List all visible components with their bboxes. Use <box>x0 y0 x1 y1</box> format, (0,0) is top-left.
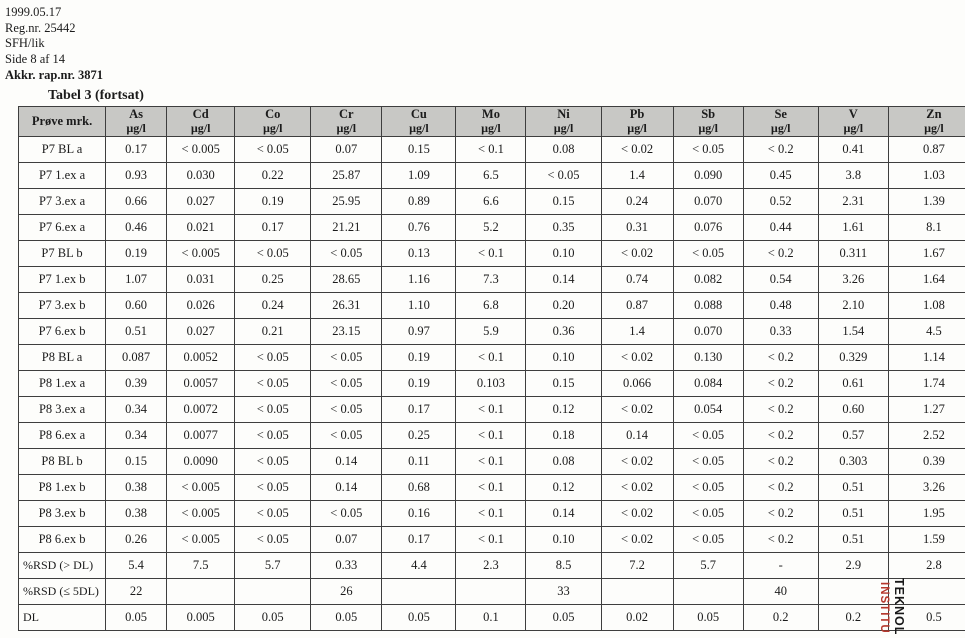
page-header-block <box>5 5 103 83</box>
table-row <box>19 475 965 501</box>
table-cell: 0.41 <box>818 137 888 163</box>
table-cell: 0.87 <box>601 293 673 319</box>
table-cell: 0.52 <box>743 189 818 215</box>
table-row <box>19 397 965 423</box>
table-cell: < 0.05 <box>235 137 311 163</box>
table-cell: < 0.05 <box>235 449 311 475</box>
table-cell: 0.61 <box>818 371 888 397</box>
table-cell: < 0.005 <box>167 501 235 527</box>
table-cell: 1.74 <box>888 371 965 397</box>
table-cell: 7.2 <box>601 553 673 579</box>
row-label: %RSD (> DL) <box>19 553 106 579</box>
table-cell: 0.14 <box>311 449 382 475</box>
table-row <box>19 137 965 163</box>
table-cell: 1.95 <box>888 501 965 527</box>
table-cell: 26 <box>311 579 382 605</box>
table-cell: < 0.1 <box>456 527 526 553</box>
table-cell: 0.070 <box>673 189 743 215</box>
table-cell: 1.08 <box>888 293 965 319</box>
column-header-As: As µg/l <box>106 107 167 137</box>
table-cell: 28.65 <box>311 267 382 293</box>
table-cell: 1.14 <box>888 345 965 371</box>
table-cell: < 0.05 <box>673 241 743 267</box>
table-cell: < 0.05 <box>235 475 311 501</box>
table-cell: 0.39 <box>106 371 167 397</box>
table-cell: 0.57 <box>818 423 888 449</box>
table-cell: 0.05 <box>106 605 167 631</box>
table-cell: < 0.1 <box>456 423 526 449</box>
table-cell: 25.95 <box>311 189 382 215</box>
table-cell: 0.082 <box>673 267 743 293</box>
header-ref: SFH/lik <box>5 36 45 51</box>
row-label: P8 1.ex a <box>19 371 106 397</box>
row-label: P7 1.ex b <box>19 267 106 293</box>
row-label: P7 3.ex b <box>19 293 106 319</box>
table-cell: 5.7 <box>235 553 311 579</box>
table-cell: < 0.05 <box>311 501 382 527</box>
column-header-Cu: Cu µg/l <box>382 107 456 137</box>
table-cell: < 0.2 <box>743 527 818 553</box>
column-header-Pb: Pb µg/l <box>601 107 673 137</box>
column-header-Ni: Ni µg/l <box>526 107 601 137</box>
table-cell: 1.54 <box>818 319 888 345</box>
table-cell: 1.4 <box>601 163 673 189</box>
table-cell: 0.18 <box>526 423 601 449</box>
table-cell: 0.08 <box>526 449 601 475</box>
table-cell: 0.51 <box>818 475 888 501</box>
row-label: P7 3.ex a <box>19 189 106 215</box>
table-cell: 1.10 <box>382 293 456 319</box>
table-cell: 0.22 <box>235 163 311 189</box>
table-cell: < 0.02 <box>601 527 673 553</box>
table-cell: 0.02 <box>601 605 673 631</box>
table-cell: < 0.02 <box>601 137 673 163</box>
table-cell: 0.070 <box>673 319 743 345</box>
table-cell: 1.39 <box>888 189 965 215</box>
table-title: Tabel 3 (fortsat) <box>48 88 144 103</box>
table-cell: < 0.05 <box>235 397 311 423</box>
table-cell: 22 <box>106 579 167 605</box>
table-cell <box>382 579 456 605</box>
table-cell: 5.9 <box>456 319 526 345</box>
table-cell: 0.34 <box>106 423 167 449</box>
table-cell: < 0.2 <box>743 345 818 371</box>
table-cell: 0.97 <box>382 319 456 345</box>
table-cell: 0.51 <box>818 501 888 527</box>
table-cell: 0.66 <box>106 189 167 215</box>
table-cell: 6.6 <box>456 189 526 215</box>
table-cell: 2.8 <box>888 553 965 579</box>
table-cell: 0.07 <box>311 527 382 553</box>
table-cell: 0.14 <box>601 423 673 449</box>
header-date: 1999.05.17 <box>5 5 62 19</box>
table-row <box>19 371 965 397</box>
table-cell: 0.33 <box>311 553 382 579</box>
table-cell: 0.16 <box>382 501 456 527</box>
table-cell: 0.027 <box>167 189 235 215</box>
table-cell: < 0.05 <box>235 501 311 527</box>
table-cell: - <box>743 553 818 579</box>
table-cell: 0.17 <box>235 215 311 241</box>
table-cell: 4.4 <box>382 553 456 579</box>
header-page-number: Side 8 af 14 <box>5 51 66 66</box>
table-cell: < 0.2 <box>743 137 818 163</box>
column-header-Zn: Zn µg/l <box>888 107 965 137</box>
table-cell: < 0.2 <box>743 423 818 449</box>
table-cell: 0.36 <box>526 319 601 345</box>
table-cell: < 0.05 <box>673 501 743 527</box>
table-cell: 0.084 <box>673 371 743 397</box>
table-row <box>19 293 965 319</box>
table-cell: 0.329 <box>818 345 888 371</box>
table-cell: 0.05 <box>235 605 311 631</box>
table-cell: 0.066 <box>601 371 673 397</box>
table-cell: 25.87 <box>311 163 382 189</box>
table-cell: 1.59 <box>888 527 965 553</box>
table-cell: < 0.05 <box>311 423 382 449</box>
row-label: P8 BL a <box>19 345 106 371</box>
row-label: P8 3.ex a <box>19 397 106 423</box>
table-cell: 8.1 <box>888 215 965 241</box>
table-cell: 0.005 <box>167 605 235 631</box>
table-cell: 0.14 <box>526 501 601 527</box>
table-cell: 0.0077 <box>167 423 235 449</box>
table-cell: 1.07 <box>106 267 167 293</box>
table-cell: 0.07 <box>311 137 382 163</box>
table-cell: < 0.05 <box>526 163 601 189</box>
table-cell: 0.60 <box>818 397 888 423</box>
table-cell: 0.087 <box>106 345 167 371</box>
table-cell: 0.87 <box>888 137 965 163</box>
table-cell: 8.5 <box>526 553 601 579</box>
row-label: P8 3.ex b <box>19 501 106 527</box>
table-cell: < 0.2 <box>743 397 818 423</box>
table-cell: < 0.05 <box>235 241 311 267</box>
column-header-Cd: Cd µg/l <box>167 107 235 137</box>
table-cell: 0.0072 <box>167 397 235 423</box>
table-cell: 0.10 <box>526 241 601 267</box>
table-cell: 0.38 <box>106 475 167 501</box>
table-cell: 0.31 <box>601 215 673 241</box>
table-cell: 2.10 <box>818 293 888 319</box>
table-cell: 3.26 <box>818 267 888 293</box>
table-cell: 0.027 <box>167 319 235 345</box>
table-cell: 40 <box>743 579 818 605</box>
table-cell: < 0.05 <box>673 137 743 163</box>
table-cell: 0.51 <box>106 319 167 345</box>
table-cell: 0.0090 <box>167 449 235 475</box>
table-cell: 0.12 <box>526 397 601 423</box>
table-row <box>19 241 965 267</box>
table-cell: < 0.1 <box>456 397 526 423</box>
table-cell: 0.2 <box>743 605 818 631</box>
table-cell: < 0.02 <box>601 241 673 267</box>
table-cell: 0.21 <box>235 319 311 345</box>
table-cell: < 0.2 <box>743 475 818 501</box>
table-cell: < 0.02 <box>601 345 673 371</box>
table-cell: 0.090 <box>673 163 743 189</box>
table-row <box>19 267 965 293</box>
table-cell: < 0.1 <box>456 475 526 501</box>
table-cell: < 0.05 <box>673 527 743 553</box>
table-cell: 0.76 <box>382 215 456 241</box>
table-cell <box>235 579 311 605</box>
row-label: P7 1.ex a <box>19 163 106 189</box>
table-cell: 1.61 <box>818 215 888 241</box>
table-cell: 0.19 <box>382 371 456 397</box>
table-row <box>19 501 965 527</box>
table-cell: < 0.2 <box>743 449 818 475</box>
table-cell: < 0.05 <box>673 423 743 449</box>
table-cell: 0.19 <box>382 345 456 371</box>
row-label: P7 BL a <box>19 137 106 163</box>
table-cell: 0.46 <box>106 215 167 241</box>
table-cell: < 0.02 <box>601 449 673 475</box>
table-cell: < 0.05 <box>235 345 311 371</box>
table-cell: < 0.05 <box>311 345 382 371</box>
table-cell: 0.14 <box>526 267 601 293</box>
table-cell: < 0.02 <box>601 397 673 423</box>
table-cell: 0.48 <box>743 293 818 319</box>
table-cell <box>601 579 673 605</box>
table-row <box>19 319 965 345</box>
table-cell: 1.16 <box>382 267 456 293</box>
table-cell: 0.05 <box>673 605 743 631</box>
table-cell: 0.68 <box>382 475 456 501</box>
table-cell: 5.4 <box>106 553 167 579</box>
table-cell: 0.44 <box>743 215 818 241</box>
table-cell: 23.15 <box>311 319 382 345</box>
column-header-Mo: Mo µg/l <box>456 107 526 137</box>
column-header-Sb: Sb µg/l <box>673 107 743 137</box>
row-label: P7 6.ex a <box>19 215 106 241</box>
table-cell: < 0.1 <box>456 241 526 267</box>
row-label: P7 BL b <box>19 241 106 267</box>
table-row <box>19 423 965 449</box>
table-cell <box>167 579 235 605</box>
table-cell: 0.10 <box>526 345 601 371</box>
table-wrapper <box>18 106 965 638</box>
table-cell: 0.14 <box>311 475 382 501</box>
table-cell: 0.51 <box>818 527 888 553</box>
table-cell: 0.13 <box>382 241 456 267</box>
table-cell: 0.17 <box>382 527 456 553</box>
table-cell: 0.15 <box>526 189 601 215</box>
table-cell: < 0.05 <box>673 449 743 475</box>
table-cell: 1.64 <box>888 267 965 293</box>
table-cell: 0.103 <box>456 371 526 397</box>
table-cell: < 0.1 <box>456 501 526 527</box>
table-header-row <box>19 107 965 137</box>
table-cell: 4.5 <box>888 319 965 345</box>
table-cell: 0.60 <box>106 293 167 319</box>
table-cell: 0.303 <box>818 449 888 475</box>
table-cell: 0.0052 <box>167 345 235 371</box>
table-cell: < 0.05 <box>311 397 382 423</box>
table-cell: 0.15 <box>106 449 167 475</box>
table-cell: 0.088 <box>673 293 743 319</box>
table-cell: 0.15 <box>382 137 456 163</box>
table-cell: 0.05 <box>311 605 382 631</box>
table-row <box>19 605 965 631</box>
table-cell: 0.34 <box>106 397 167 423</box>
table-cell: 6.8 <box>456 293 526 319</box>
table-cell: 0.19 <box>106 241 167 267</box>
table-cell: 0.93 <box>106 163 167 189</box>
table-cell: 0.20 <box>526 293 601 319</box>
table-cell: 0.1 <box>456 605 526 631</box>
table-cell: 1.67 <box>888 241 965 267</box>
table-cell: 0.0057 <box>167 371 235 397</box>
table-cell: 0.08 <box>526 137 601 163</box>
stamp-institut-text: INSTITU <box>878 582 890 634</box>
table-cell: 0.25 <box>235 267 311 293</box>
table-cell: 0.45 <box>743 163 818 189</box>
table-cell: < 0.05 <box>673 475 743 501</box>
table-cell: 7.3 <box>456 267 526 293</box>
table-cell: 2.9 <box>818 553 888 579</box>
table-cell: 0.19 <box>235 189 311 215</box>
stamp-teknologisk-text: TEKNOL <box>892 578 906 636</box>
table-cell: 21.21 <box>311 215 382 241</box>
table-cell: 0.2 <box>818 605 888 631</box>
table-cell: 0.89 <box>382 189 456 215</box>
row-label: P7 6.ex b <box>19 319 106 345</box>
table-cell: < 0.05 <box>235 371 311 397</box>
table-cell: 1.4 <box>601 319 673 345</box>
table-row <box>19 449 965 475</box>
table-cell: < 0.02 <box>601 475 673 501</box>
table-cell: < 0.05 <box>235 527 311 553</box>
table-cell: < 0.005 <box>167 527 235 553</box>
table-cell: < 0.05 <box>235 423 311 449</box>
table-cell: 0.74 <box>601 267 673 293</box>
table-cell: 0.54 <box>743 267 818 293</box>
header-reg-nr: Reg.nr. 25442 <box>5 20 76 35</box>
table-cell: 0.15 <box>526 371 601 397</box>
table-cell: 0.030 <box>167 163 235 189</box>
table-cell <box>673 579 743 605</box>
row-label: P8 1.ex b <box>19 475 106 501</box>
table-cell: 26.31 <box>311 293 382 319</box>
table-cell: 3.8 <box>818 163 888 189</box>
table-row <box>19 527 965 553</box>
table-cell: 0.11 <box>382 449 456 475</box>
table-cell: 0.5 <box>888 605 965 631</box>
table-cell: 0.24 <box>601 189 673 215</box>
table-cell: 0.311 <box>818 241 888 267</box>
table-cell: 2.52 <box>888 423 965 449</box>
results-table <box>18 106 965 631</box>
table-cell: < 0.005 <box>167 241 235 267</box>
table-cell: 0.10 <box>526 527 601 553</box>
table-cell: < 0.005 <box>167 475 235 501</box>
row-label: P8 6.ex a <box>19 423 106 449</box>
table-row <box>19 215 965 241</box>
row-label: %RSD (≤ 5DL) <box>19 579 106 605</box>
table-cell: 0.031 <box>167 267 235 293</box>
table-cell: < 0.005 <box>167 137 235 163</box>
column-header-Se: Se µg/l <box>743 107 818 137</box>
table-cell: 0.33 <box>743 319 818 345</box>
table-cell: 0.026 <box>167 293 235 319</box>
table-cell: 33 <box>526 579 601 605</box>
row-label: DL <box>19 605 106 631</box>
table-cell: 0.076 <box>673 215 743 241</box>
table-cell: 0.05 <box>382 605 456 631</box>
table-cell: 5.2 <box>456 215 526 241</box>
table-cell: < 0.05 <box>311 371 382 397</box>
table-cell: 0.130 <box>673 345 743 371</box>
table-cell: < 0.2 <box>743 241 818 267</box>
table-cell: < 0.1 <box>456 345 526 371</box>
table-cell: 0.35 <box>526 215 601 241</box>
table-row <box>19 163 965 189</box>
table-cell: < 0.2 <box>743 371 818 397</box>
table-cell: 2.3 <box>456 553 526 579</box>
table-cell: 7.5 <box>167 553 235 579</box>
table-cell: 1.03 <box>888 163 965 189</box>
table-row <box>19 553 965 579</box>
table-cell: 0.24 <box>235 293 311 319</box>
table-cell <box>456 579 526 605</box>
table-cell: < 0.2 <box>743 501 818 527</box>
table-cell: 0.17 <box>382 397 456 423</box>
table-cell: 0.26 <box>106 527 167 553</box>
column-header-V: V µg/l <box>818 107 888 137</box>
column-header-prove-mrk: Prøve mrk. <box>19 107 106 137</box>
table-row <box>19 189 965 215</box>
table-cell: 0.054 <box>673 397 743 423</box>
table-cell: < 0.1 <box>456 449 526 475</box>
table-cell: 3.26 <box>888 475 965 501</box>
table-cell: < 0.1 <box>456 137 526 163</box>
table-cell: 0.021 <box>167 215 235 241</box>
table-cell: 0.25 <box>382 423 456 449</box>
table-cell: 0.17 <box>106 137 167 163</box>
table-cell: 5.7 <box>673 553 743 579</box>
table-cell: 6.5 <box>456 163 526 189</box>
table-cell: < 0.02 <box>601 501 673 527</box>
table-cell: 2.31 <box>818 189 888 215</box>
table-cell: < 0.05 <box>311 241 382 267</box>
header-akkr-rap-nr: Akkr. rap.nr. 3871 <box>5 67 104 82</box>
table-cell: 0.05 <box>526 605 601 631</box>
table-cell: 0.12 <box>526 475 601 501</box>
row-label: P8 BL b <box>19 449 106 475</box>
table-row <box>19 345 965 371</box>
column-header-Co: Co µg/l <box>235 107 311 137</box>
table-cell: 0.38 <box>106 501 167 527</box>
table-cell: 0.39 <box>888 449 965 475</box>
row-label: P8 6.ex b <box>19 527 106 553</box>
table-row <box>19 579 965 605</box>
table-cell: 1.09 <box>382 163 456 189</box>
column-header-Cr: Cr µg/l <box>311 107 382 137</box>
table-cell: 1.27 <box>888 397 965 423</box>
